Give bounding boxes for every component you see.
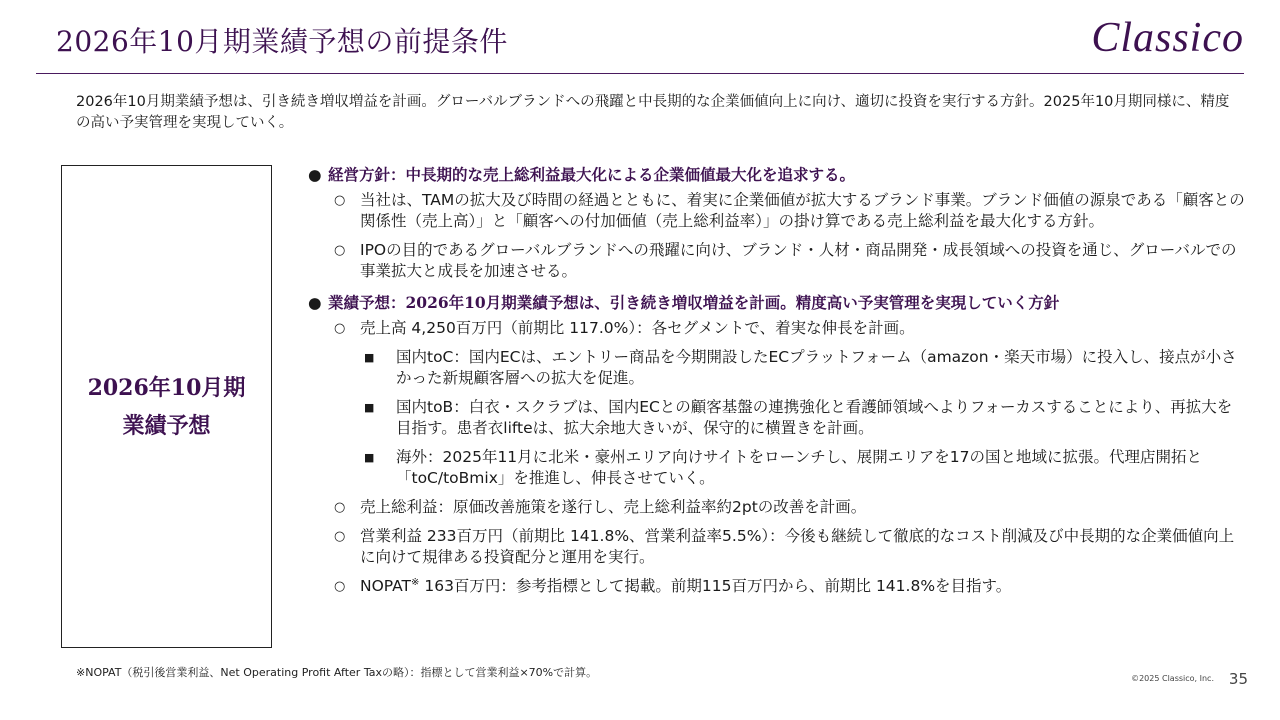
- filled-circle-bullet-icon: ●: [308, 165, 322, 184]
- square-bullet-icon: ■: [364, 401, 375, 414]
- hollow-circle-bullet-icon: ○: [334, 579, 346, 594]
- hollow-circle-bullet-icon: ○: [334, 193, 346, 208]
- sub-list-item: ■ 国内toC：国内ECは、エントリー商品を今期開設したECプラットフォーム（amazon・楽天市場）に投入し、接点が小さかった新規顧客層への拡大を促進。: [364, 348, 1237, 387]
- forecast-label-box: [61, 165, 272, 648]
- hollow-circle-bullet-icon: ○: [334, 321, 346, 336]
- bullet-content: [306, 164, 1246, 597]
- sub-list-item: ■ 国内toB：白衣・スクラブは、国内ECとの顧客基盤の連携強化と看護師領域へよりフォーカスすることにより、再拡大を目指す。患者衣lifteは、拡大余地大きいが、保守的に横置きを計画。: [364, 398, 1233, 437]
- sub-list-item: ■ 海外：2025年11月に北米・豪州エリア向けサイトをローンチし、展開エリアを17の国と地域に拡張。代理店開拓と「toC/toBmix」を推進し、伸長させていく。: [364, 448, 1203, 487]
- list-item: ○ IPOの目的であるグローバルブランドへの飛躍に向け、ブランド・人材・商品開発・成長領域への投資を通じ、グローバルでの事業拡大と成長を加速させる。: [334, 241, 1237, 280]
- hollow-circle-bullet-icon: ○: [334, 500, 346, 515]
- section-heading-forecast: ● 業績予想：2026年10月期業績予想は、引き続き増収増益を計画。精度高い予実管理を実現していく方針: [308, 293, 1060, 312]
- filled-circle-bullet-icon: ●: [308, 293, 322, 312]
- classico-logo: Classico: [1091, 15, 1244, 61]
- page-title: 2026年10月期業績予想の前提条件: [56, 25, 508, 58]
- list-item-gross-profit: ○ 売上総利益：原価改善施策を遂行し、売上総利益率約2ptの改善を計画。: [334, 498, 867, 516]
- forecast-label-line1: 2026年10月期: [87, 374, 246, 401]
- section-heading-policy: ● 経営方針：中長期的な売上総利益最大化による企業価値最大化を追求する。: [308, 165, 856, 184]
- footnote: ※NOPAT（税引後営業利益、Net Operating Profit After Taxの略）：指標として営業利益×70%で計算。: [76, 666, 598, 679]
- footnote-mark: ※: [411, 577, 420, 588]
- hollow-circle-bullet-icon: ○: [334, 243, 346, 258]
- forecast-label: [88, 369, 246, 445]
- list-item: ○ 当社は、TAMの拡大及び時間の経過とともに、着実に企業価値が拡大するブランド事業。ブランド価値の源泉である「顧客との関係性（売上高）」と「顧客への付加価値（売上総利益率）」の掛け算である売上総利益を最大化する方針。: [334, 191, 1245, 230]
- square-bullet-icon: ■: [364, 451, 375, 464]
- list-item-nopat: ○ NOPAT※ 163百万円：参考指標として掲載。前期115百万円から、前期比 141.8%を目指す。: [334, 577, 1012, 595]
- copyright: ©2025 Classico, Inc.: [1131, 674, 1214, 683]
- page-number: 35: [1228, 670, 1248, 688]
- square-bullet-icon: ■: [364, 351, 375, 364]
- intro-text: 2026年10月期業績予想は、引き続き増収増益を計画。グローバルブランドへの飛躍と中長期的な企業価値向上に向け、適切に投資を実行する方針。2025年10月期同様に、精度の高い予実管理を実現していく。: [76, 94, 1230, 131]
- list-item-operating-profit: ○ 営業利益 233百万円（前期比 141.8%、営業利益率5.5%）：今後も継続して徹底的なコスト削減及び中長期的な企業価値向上に向けて規律ある投資配分と運用を実行。: [334, 527, 1235, 566]
- forecast-label-line2: 業績予想: [122, 412, 211, 439]
- hollow-circle-bullet-icon: ○: [334, 529, 346, 544]
- title-divider: [36, 73, 1244, 74]
- list-item-sales: ○ 売上高 4,250百万円（前期比 117.0%）：各セグメントで、着実な伸長を計画。: [334, 319, 915, 337]
